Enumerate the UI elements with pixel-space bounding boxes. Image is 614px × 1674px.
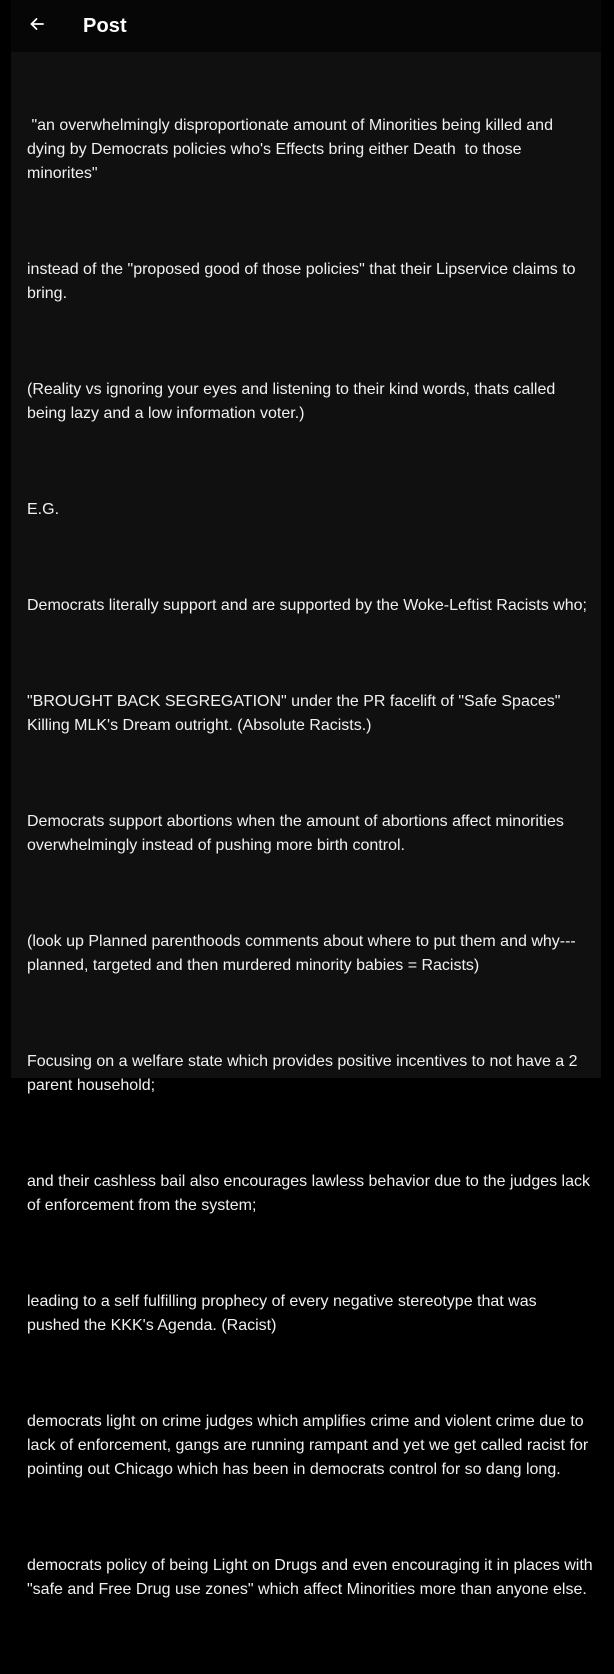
post-paragraph: Democrats literally support and are supported by the Woke-Leftist Racists who;	[27, 597, 587, 614]
post-paragraph: democrats policy of being Light on Drugs and even encouraging it in places with "safe and Free Drug use zones" which affect Minorities more than anyone else.	[27, 1557, 598, 1598]
post-paragraph: E.G.	[27, 501, 60, 518]
post-paragraph: democrats light on crime judges which amplifies crime and violent crime due to lack of enforcement, gangs are running rampant and yet we get called racist for pointing out Chicago which has been in democrats control for so dang long.	[27, 1413, 593, 1478]
post-paragraph: (look up Planned parenthoods comments about where to put them and why---planned, targeted and then murdered minority babies = Racists)	[27, 933, 576, 974]
arrow-left-icon	[28, 15, 46, 33]
back-button[interactable]	[23, 10, 51, 38]
post-paragraph: Democrats support abortions when the amount of abortions affect minorities overwhelmingly instead of pushing more birth control.	[27, 813, 569, 854]
post-paragraph: "BROUGHT BACK SEGREGATION" under the PR facelift of "Safe Spaces" Killing MLK's Dream outright. (Absolute Racists.)	[27, 693, 565, 734]
post-text	[27, 66, 598, 1674]
post-paragraph: Focusing on a welfare state which provides positive incentives to not have a 2 parent household;	[27, 1053, 582, 1094]
post-paragraph: instead of the "proposed good of those policies" that their Lipservice claims to bring.	[27, 261, 581, 302]
top-bar	[11, 0, 601, 52]
post-paragraph: leading to a self fulfilling prophecy of every negative stereotype that was pushed the KKK's Agenda. (Racist)	[27, 1293, 542, 1334]
post-content-area	[11, 52, 601, 1598]
post-paragraph: (Reality vs ignoring your eyes and listening to their kind words, thats called being lazy and a low information voter.)	[27, 381, 560, 422]
post-paragraph: "an overwhelmingly disproportionate amount of Minorities being killed and dying by Democrats policies who's Effects bring either Death to those minorites"	[27, 117, 558, 182]
post-paragraph: and their cashless bail also encourages lawless behavior due to the judges lack of enforcement from the system;	[27, 1173, 595, 1214]
page-title: Post	[83, 15, 127, 37]
